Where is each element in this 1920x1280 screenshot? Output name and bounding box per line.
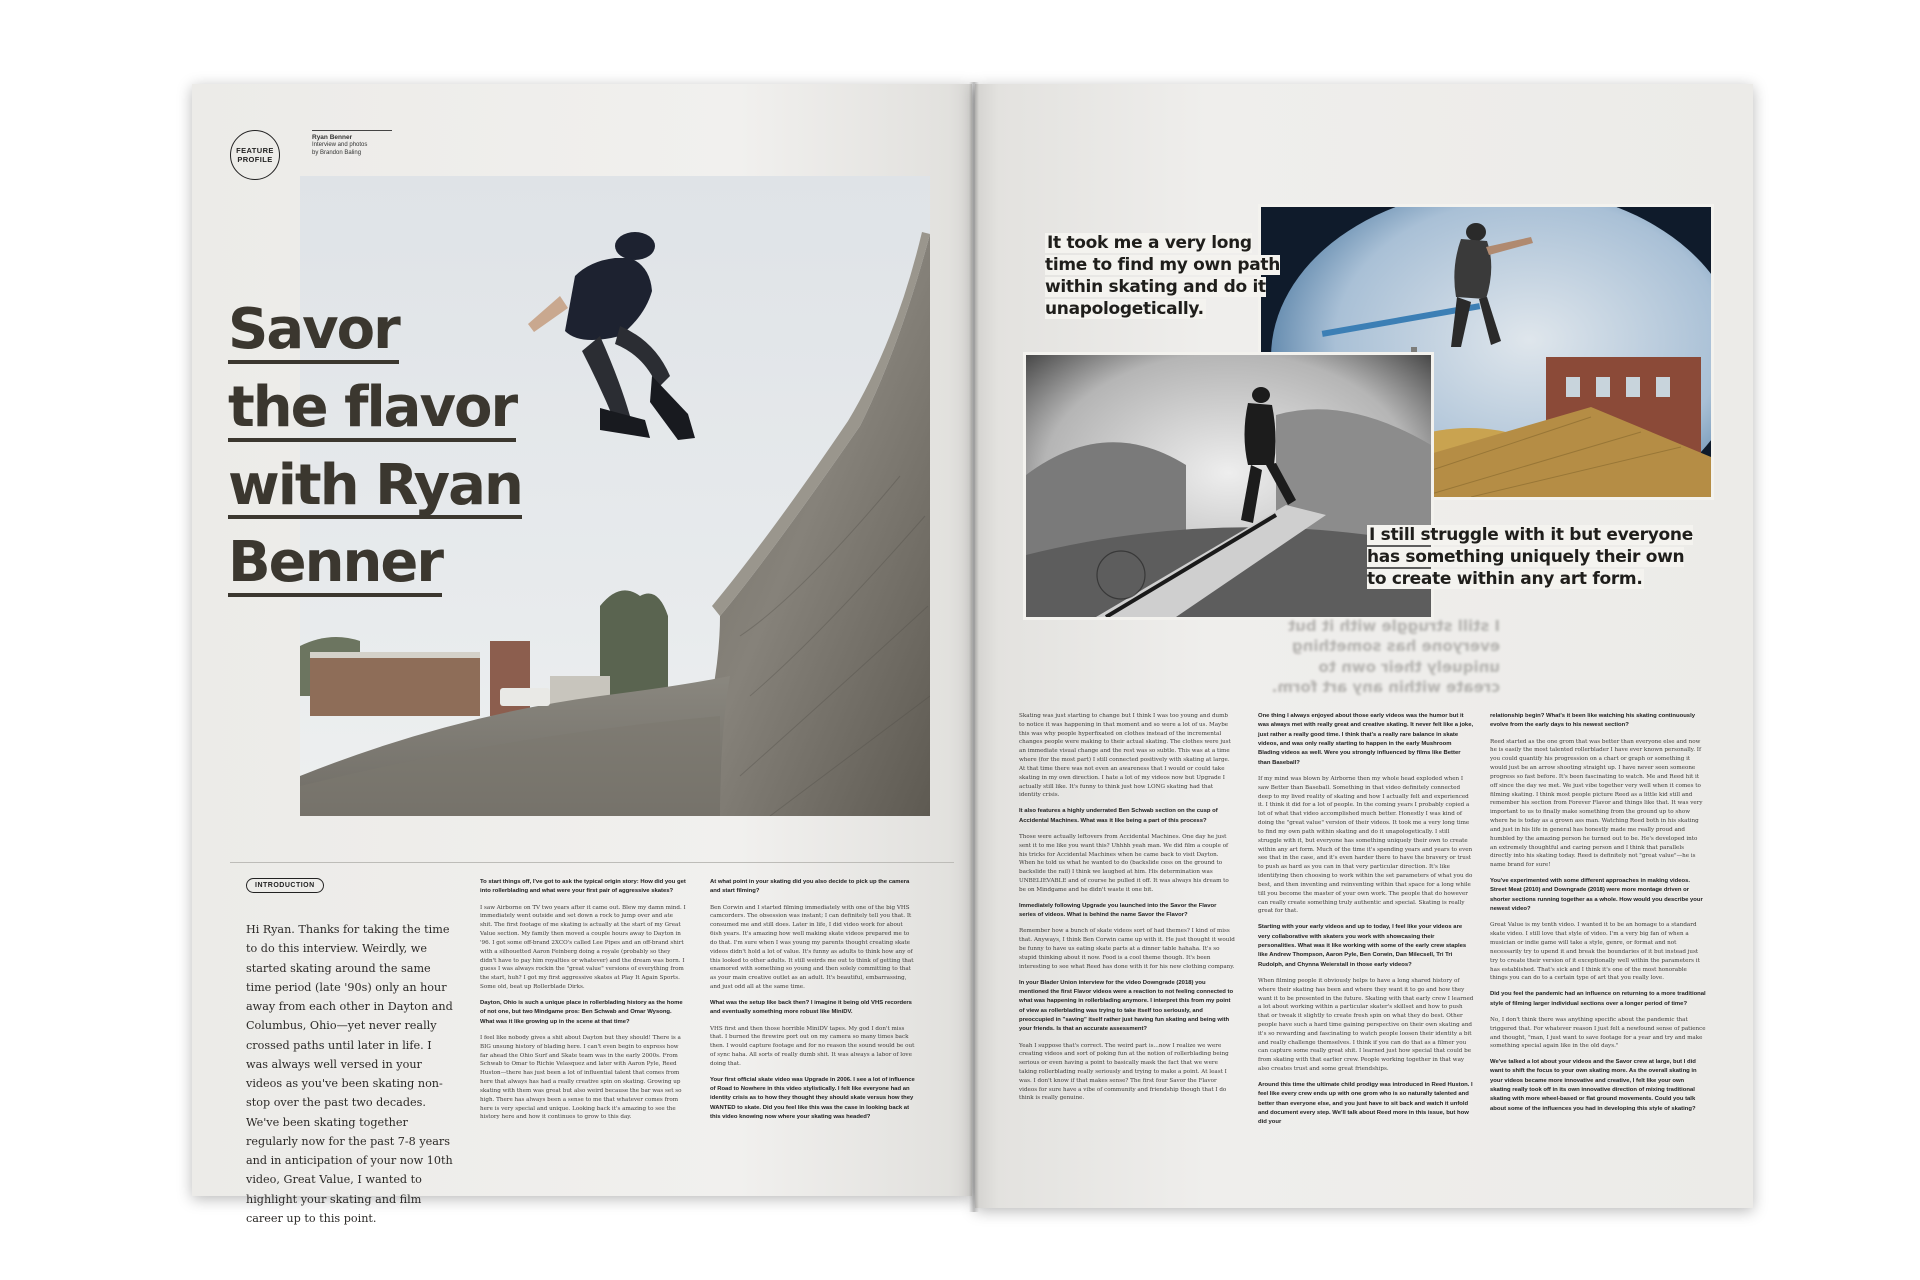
question: Starting with your early videos and up to today, I feel like your videos are very collaborative with skaters you work with showcasing their personalities. What was it like working with some of the early crew staples like Andrew Thompson, Aaron Pyle, Ben Corwin, Dan Milecsell, Tri Tri Rudolph, and Chynna Weierstall in those early videos?	[1258, 924, 1467, 968]
question: It also features a highly underrated Ben Schwab section on the cusp of Accidental Machines. What was it like being a part of this process?	[1019, 808, 1218, 824]
question: relationship begin? What's it been like watching his skating continuously evolve from the early days to his newest section?	[1490, 713, 1695, 729]
answer: No, I don't think there was anything specific about the pandemic that triggered that. For whatever reason I just felt a newfound sense of patience and thought, "man, I just want to save footage for a year and try and make something special again like in the old days."	[1490, 1016, 1706, 1050]
byline-line-2: by Brandon Baling	[312, 150, 362, 157]
question: We've talked a lot about your videos and the Savor crew at large, but I did want to shift the focus to your own skating more. As the overall skating in your videos became more innovative and creative, I felt like your own skating really took off in its own innovative direction of mixing traditional skating with more wheel-based or flat ground movements. Could you talk about some of the influences you had in developing this style of skating?	[1490, 1059, 1697, 1112]
pull-quote-1-text: It took me a very long time to find my own path within skating and do it unapologetically.	[1045, 233, 1281, 320]
right-page	[975, 84, 1753, 1208]
question: Dayton, Ohio is such a unique place in rollerblading history as the home of not one, but two Mindgame pros: Ben Schwab and Omar Wysong. What was it like growing up in the scene at that time?	[480, 999, 683, 1025]
interview-column-3	[710, 878, 916, 1129]
answer: When filming people it obviously helps to have a long shared history of where their skating has been and where they want it to go and how they want it to be presented in the future. Skating with that early crew I learned a lot about working within a particular skater's skillset and how to push that or tweak it slightly to create fresh spin on what they do best. Other people have such a hard time gaining perspective on their own skating and it's so rewarding and fascinating to watch people loosen their identity a bit and really challenge themselves. I think if you can do that as a filmer you can capture some really great shit. I learned just how special that could be from skating with that earlier crew. People working together in that way also creates trust and some great friendships.	[1258, 977, 1474, 1073]
answer: I feel like nobody gives a shit about Dayton but they should! There is a BIG unsung history of blading here. I can't even begin to express how far ahead the Ohio Surf and Skate team was in the early 2000s. From Schwab to Omar to Richie Velasquez and later with Aaron Pyle, Reed Huston—there has just been a lot of influential talent that comes from here that always has had a really creative spin on skating. Growing up skating with them was great but also weird because the bar was set so high. There has always been a sense to me that whatever comes from here is very special and unique. Looking back it's amazing to see the history here and how it continues to grow to this day.	[480, 1034, 682, 1121]
interview-column-2	[480, 878, 686, 1129]
answer: Those were actually leftovers from Accidental Machines. One day he just sent it to me like you want this? Uhhhh yeah man. We did film a couple of his tricks for Accidental Machines when he came back to visit Dayton. When he told us what he wanted to do (backslide cess on the ground to backslide the rail) I think we laughed at him. His determination was UNBELIEVABLE and of course he pulled it off. It was always his dream to be on Mindgame and he didn't waste it one bit.	[1019, 833, 1229, 893]
badge-line-1: FEATURE	[236, 145, 274, 155]
answer: Ben Corwin and I started filming immediately with one of the big VHS camcorders. The obsession was instant; I can definitely tell you that. It consumed me and still does. Later in life, I did video work for about 6ish years. It's amazing how well making skate videos prepared me to do that. I'm sure when I was young my parents thought creating skate videos didn't hold a lot of value. It's funny as adults to think how any of this looked to other adults. It still weirds me out to think of getting that enamored with something so young and then solely committing to that as your main creative outlet as an adult. It's beautiful, embarrassing, and just odd all at the same time.	[710, 904, 914, 991]
answer: Remember how a bunch of skate videos sort of had themes? I kind of miss that. Anyways, I think Ben Corwin came up with it. He just thought it would be funny to have us eating skate parts at a dinner table hahaha. It's so stupid thinking about it now. Food is a cool theme though. It's been interesting to see what Reed has done with it for his new clothing company.	[1019, 928, 1235, 970]
pull-quote-2	[1367, 524, 1697, 590]
introduction-label: INTRODUCTION	[246, 878, 324, 893]
question: Around this time the ultimate child prodigy was introduced in Reed Huston. I feel like every crew ends up with one grom who is so naturally talented and better than everyone else, and you just have to sit back and watch it unfold and document every step. We'll talk about Reed more in this issue, but how did your	[1258, 1081, 1473, 1126]
pull-quote-1	[1045, 232, 1295, 320]
question: At what point in your skating did you also decide to pick up the camera and start filming?	[710, 879, 910, 895]
answer: VHS first and then those horrible MiniDV tapes. My god I don't miss that. I burned the firewire port out on my camera so many times back then. I would capture footage and for no reason the sound would be out of sync haha. All sorts of really dumb shit. It was always a labor of love doing that.	[710, 1025, 915, 1067]
question: Did you feel the pandemic had an influence on returning to a more traditional style of filming larger individual sections over a longer period of time?	[1490, 991, 1706, 1007]
interview-column-6	[1490, 712, 1706, 1121]
section-divider	[230, 862, 954, 863]
byline-line-1: Interview and photos	[312, 142, 368, 149]
ghost-show-through-text: I still struggle with it but everyone has something uniquely their own to create within any art form.	[1271, 617, 1500, 696]
question: What was the setup like back then? I imagine it being old VHS recorders and eventually something more robust like MiniDV.	[710, 999, 912, 1016]
center-fold	[969, 82, 979, 1212]
headline-line-1: Savor	[228, 297, 399, 362]
introduction-text: Hi Ryan. Thanks for taking the time to do this interview. Weirdly, we started skating around the same time period (late '90s) only an hour away from each other in Dayton and Columbus, Ohio—yet never really crossed paths until later in life. I was always well versed in your videos as you've been skating non-stop over the past two decades. We've been skating together regularly now for the past 7-8 years and in anticipation of your now 10th video, Great Value, I wanted to highlight your skating and film career up to this point.	[246, 923, 453, 1225]
question: You've experimented with some different approaches in making videos. Street Meat (2010) and Downgrade (2018) were more montage driven or shorter sections running together as a whole. How would you describe your newest video?	[1490, 878, 1703, 913]
answer: Great Value is my tenth video. I wanted it to be an homage to a standard skate video. I still love that style of video. I'm a very big fan of when a musician or indie game will take a style, genre, or format and not necessarily try to upend it and break the boundaries of it but instead just try to create their version of it exceptionally well within the parameters it has established. That's sick and I think it's one of the most honorable things you can do to a certain type of art that you really love.	[1490, 922, 1700, 982]
question: Immediately following Upgrade you launched into the Savor the Flavor series of videos. What is behind the name Savor the Flavor?	[1019, 902, 1217, 919]
answer: Skating was just starting to change but I think I was too young and dumb to notice it was happening in that moment and so were a lot of us. Maybe this was why people hyperfixated on clothes instead of the incremental changes people were making to their actual skating. The clothes were just an immediate visual change and the rest was so subtle. This was at a time where (for the most part) I still connected positively with skating at large. At that time there was not even an awareness that I would or could take skating in my own direction. I hate a lot of my videos now but Upgrade I actually still like. It's funny to think just how LONG skating had that identity crisis.	[1019, 713, 1231, 799]
question: Your first official skate video was Upgrade in 2006. I see a lot of influence of Road to Nowhere in this video stylistically. I felt like everyone had an identity crisis as to how they thought they should skate versus how they WANTED to skate. Did you feel like this was the case in looking back at this video knowing now where your skating was headed?	[710, 1076, 915, 1121]
answer: If my mind was blown by Airborne then my whole head exploded when I saw Better than Baseball. Something in that video definitely connected deep to my lived reality of skating and how I actually felt and experienced it. I think it did for a lot of people. In the coming years I probably copied a lot of what that video accomplished much better. Honestly I was kind of doing the "great value" version of their videos. It took me a very long time to find my own path within skating and do it unapologetically. I still struggle with it, but everyone has something uniquely their own to create within any art form. Much of the time it's spending years and years to even see that in the case, and it's even harder there to have the bravery or trust to push as hard as you can in that very particular direction. It's like identifying then choosing to work within the set parameters of what you do best, and then inventing and reinventing within that space for a long while till you become the master of your own work. The people that do however can really create something truly authentic and special. Skating is really great for that.	[1258, 775, 1473, 915]
headline-line-4: Benner	[228, 530, 442, 596]
question: One thing I always enjoyed about those early videos was the humor but it was always met with really great and creative skating. It never felt like a joke, just rather a really good time. I think that's a really rare balance in skate videos, and was only really starting to happen in the early Mushroom Blading videos as well. Were you strongly influenced by films like Better than Baseball?	[1258, 713, 1474, 766]
answer: I saw Airborne on TV two years after it came out. Blew my damn mind. I immediately went outside and set down a rock to jump over and ate shit. The first footage of me skating is actually at the start of my Great Value section. My family then moved a couple hours away to Dayton in '96. I got some off-brand 2XCO's called Lee Pipes and an off-brand shirt with a silhouetted Aaron Feinberg doing a royale (probably so they didn't have to pay him royalties or whatever) and the dream was born. I guess I was always rockin the "great value" versions of everything from the start, huh? I got my first aggressive skates at Play It Again Sports. Some old, beat up Rollerblade Dirks.	[480, 904, 686, 991]
interview-column-4	[1019, 712, 1235, 1110]
pull-quote-2-text: I still struggle with it but everyone has something uniquely their own to create within any art form.	[1367, 525, 1693, 590]
interview-column-5	[1258, 712, 1474, 1135]
left-page	[192, 84, 972, 1225]
badge-line-2: PROFILE	[237, 155, 273, 164]
answer: Yeah I suppose that's correct. The weird part is...now I realize we were creating videos and sort of poking fun at the notion of rollerblading being serious or even having a point to basically mask the fact that we were taking rollerblading really seriously and trying to make a point. At least I was. I don't know if that makes sense? The first four Savor the Flavor videos for sure have a vibe of community and friendship though that I do think is really genuine.	[1019, 1042, 1229, 1102]
question: To start things off, I've got to ask the typical origin story: How did you get into rollerblading and what were your first pair of aggressive skates?	[480, 879, 686, 895]
headline	[228, 298, 648, 609]
feature-profile-badge	[230, 130, 280, 180]
answer: Reed started as the one grom that was better than everyone else and now he is easily the most talented rollerblader I have ever known personally. If you could quantify his progression on a chart or graph or something it would just be an arrow shooting straight up. I have never seen someone progress so fast before. It's been fascinating to watch. Me and Reed hit it off since the day we met. We just vibe together very well when it comes to filming skating. I think most people picture Reed as a little kid still and remember his section from Forever Flavor and things like that. It was very important to us to finally make something from the ground up to show where he is today as a grown ass man. Watching Reed both in his skating and just in his life in general has honestly made me really proud and humbled by the amazing person he turned out to be. He's developed into an extremely thoughtful and caring person and I think that parallels directly into his skating today. Reed is definitely not "great value"—he is name brand for sure!	[1490, 738, 1703, 869]
byline	[312, 130, 392, 158]
headline-line-3: with Ryan	[228, 452, 522, 518]
byline-name: Ryan Benner	[312, 134, 353, 141]
question: In your Blader Union interview for the video Downgrade (2018) you mentioned the first Flavor videos were a reaction to not feeling connected to what was happening in rollerblading anymore. I interpret this from my point of view as rollerblading was trying to take itself too seriously, and preoccupied in "saving" itself rather just having fun skating and being with your friends. Is that an accurate assessment?	[1019, 979, 1234, 1033]
headline-line-2: the flavor	[228, 374, 517, 440]
